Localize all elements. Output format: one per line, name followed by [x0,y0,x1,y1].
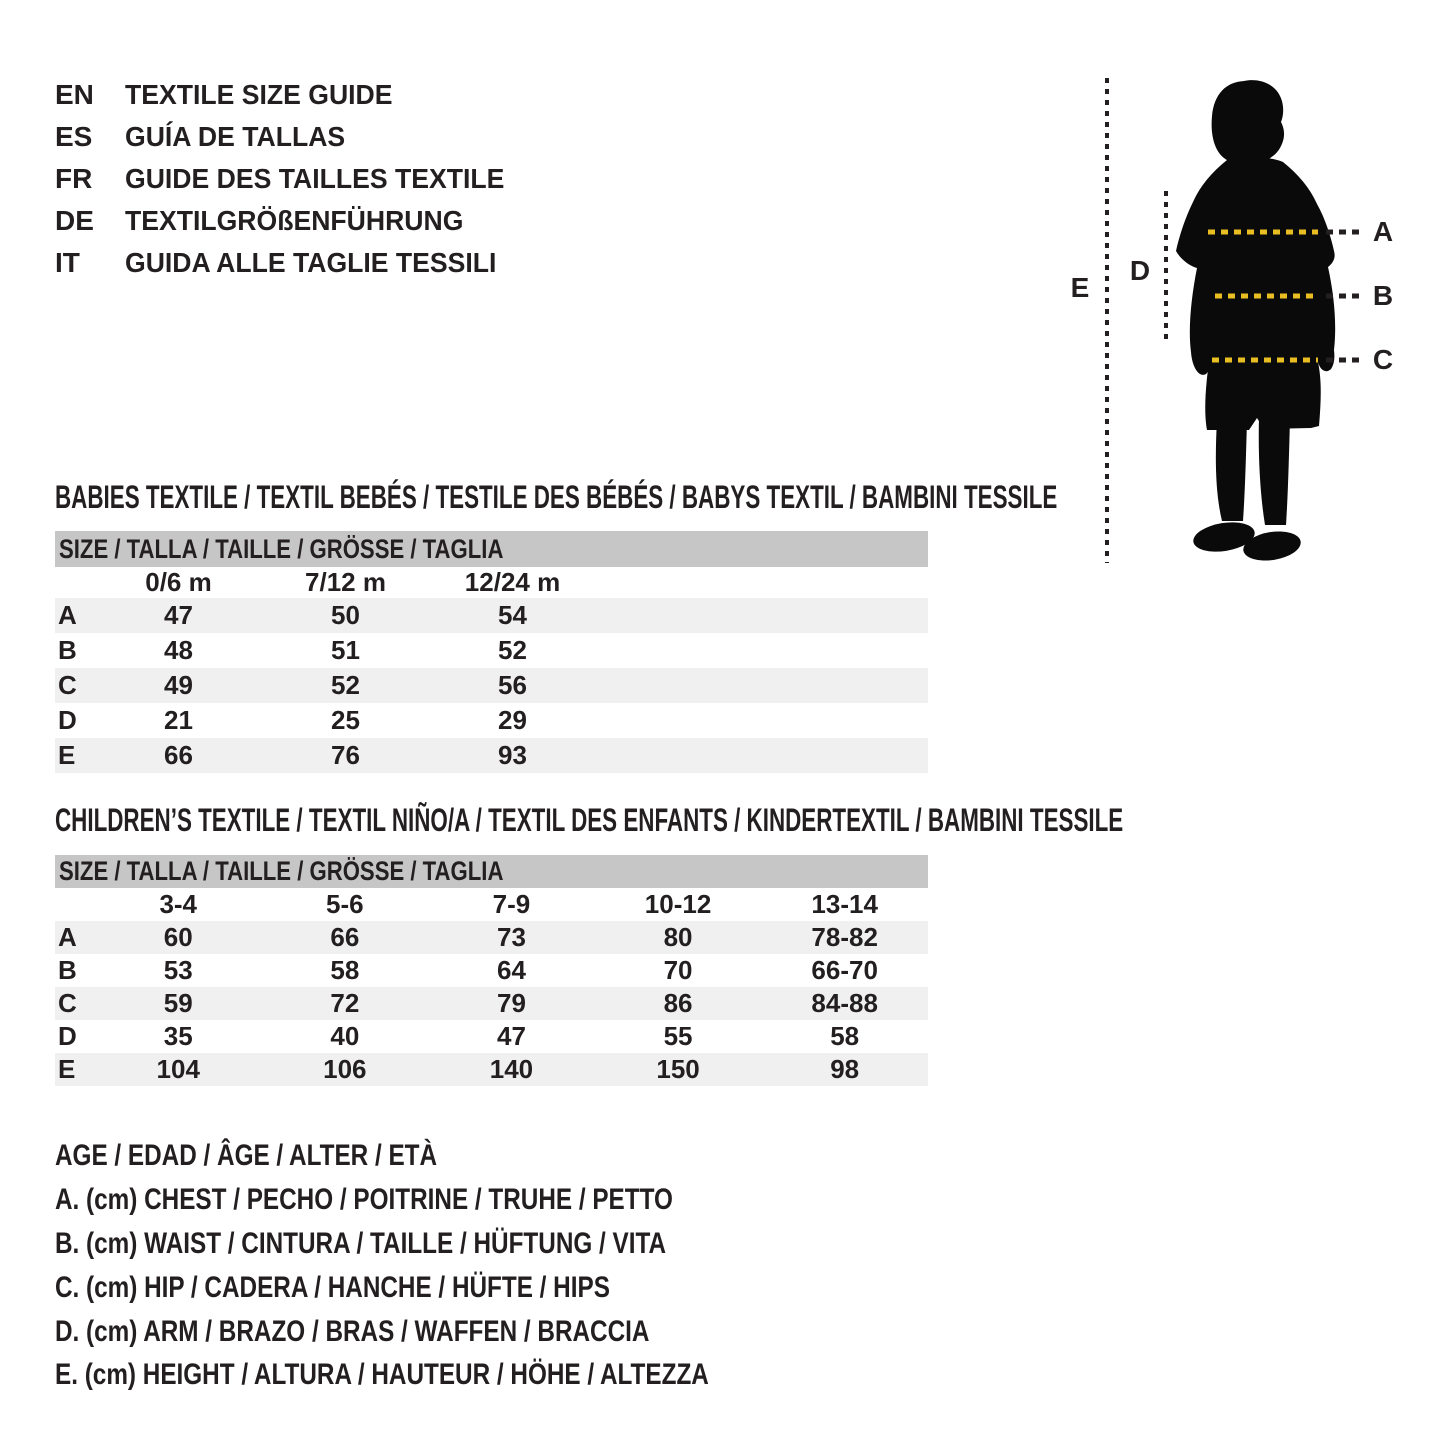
cell-A-0: 47 [164,600,193,630]
column-header-0: 3-4 [159,889,198,919]
legend-hip-text: C. (cm) HIP / CADERA / HANCHE / HÜFTE / HIPS [55,1271,610,1304]
column-header-4: 13-14 [811,889,878,919]
table-rows [55,921,928,1086]
cell-B-4: 66-70 [811,955,878,985]
column-header-1: 7/12 m [305,567,386,597]
table-row-B [55,954,928,987]
cell-C-0: 59 [163,988,193,1018]
cell-E-1: 76 [331,740,360,770]
cell-C-3: 86 [663,988,693,1018]
cell-C-0: 49 [164,670,193,700]
legend-height-text: E. (cm) HEIGHT / ALTURA / HAUTEUR / HÖHE / ALTEZZA [55,1358,709,1391]
cell-C-4: 84-88 [811,988,878,1018]
cell-D-1: 40 [330,1021,360,1051]
children-table-title [55,797,1445,843]
lang-code-es: ES [55,121,93,152]
row-label: E [58,740,76,770]
legend-item-hip [55,1266,740,1310]
lang-title-es [125,116,357,158]
legend-age-line [55,1134,527,1178]
column-header-0: 0/6 m [145,567,212,597]
babies-table-title [55,474,1445,520]
cell-D-0: 21 [164,705,193,735]
table-row-A [55,921,928,954]
cell-A-1: 66 [330,922,360,952]
lang-code-it: IT [55,247,80,278]
lang-title-en [125,74,407,116]
table-row-D [55,703,928,738]
lang-title-it-text: GUIDA ALLE TAGLIE TESSILI [125,247,497,278]
lang-title-it [125,242,516,284]
column-header-1: 5-6 [326,889,364,919]
row-label: C [58,670,77,700]
children-table-title-text: CHILDREN’S TEXTILE / TEXTIL NIÑO/A / TEXTIL DES ENFANTS / KINDERTEXTIL / BAMBINI TESSILE [55,802,1124,838]
table-row-C [55,668,928,703]
cell-B-1: 51 [331,635,360,665]
row-label: B [58,635,77,665]
lang-code-en: EN [55,79,94,110]
row-label: D [58,705,77,735]
size-table-babies [55,531,928,773]
column-header-row [55,888,928,921]
lang-title-de-text: TEXTILGRÖßENFÜHRUNG [125,205,464,236]
legend-item-height [55,1353,862,1397]
table-rows [55,598,928,773]
lang-code-fr: FR [55,163,93,194]
table-row-E [55,738,928,773]
cell-E-2: 140 [489,1054,534,1084]
lang-code-de: DE [55,205,94,236]
cell-C-1: 52 [331,670,360,700]
legend-waist-text: B. (cm) WAIST / CINTURA / TAILLE / HÜFTUNG / VITA [55,1227,667,1260]
cell-C-1: 72 [330,988,360,1018]
cell-D-3: 55 [663,1021,693,1051]
table-row-E [55,1053,928,1086]
cell-A-2: 54 [498,600,527,630]
cell-E-3: 150 [656,1054,700,1084]
column-header-2: 12/24 m [464,567,561,597]
cell-E-1: 106 [323,1054,367,1084]
marker-label-B: B [1372,280,1394,311]
table-row-B [55,633,928,668]
cell-B-0: 53 [163,955,193,985]
cell-E-4: 98 [830,1054,860,1084]
row-label: D [58,1021,77,1051]
lang-title-es-text: GUÍA DE TALLAS [125,121,346,152]
cell-E-2: 93 [498,740,527,770]
column-header-3: 10-12 [644,889,712,919]
cell-A-2: 73 [496,922,526,952]
marker-label-A: A [1372,216,1394,247]
column-header-2: 7-9 [492,889,531,919]
cell-A-1: 50 [331,600,360,630]
lang-title-de [125,200,481,242]
babies-table-title-text: BABIES TEXTILE / TEXTIL BEBÉS / TESTILE DES BÉBÉS / BABYS TEXTIL / BAMBINI TESSILE [55,479,1058,515]
lang-title-fr [125,158,524,200]
cell-B-2: 52 [498,635,527,665]
legend-item-arm [55,1310,789,1354]
row-label: C [58,988,77,1018]
row-label: E [58,1054,76,1084]
size-header-bar [55,531,928,567]
table-row-D [55,1020,928,1053]
size-header-text: SIZE / TALLA / TAILLE / GRÖSSE / TAGLIA [59,533,504,564]
cell-A-4: 78-82 [811,922,878,952]
cell-B-3: 70 [663,955,693,985]
cell-D-4: 58 [830,1021,860,1051]
table-row-C [55,987,928,1020]
cell-A-3: 80 [663,922,693,952]
cell-C-2: 56 [498,670,527,700]
row-label: A [58,600,77,630]
cell-D-2: 29 [498,705,527,735]
cell-E-0: 104 [156,1054,200,1084]
cell-B-1: 58 [330,955,360,985]
silhouette-head [1212,80,1284,164]
table-row-A [55,598,928,633]
size-table-children [55,855,928,1086]
cell-E-0: 66 [164,740,193,770]
legend-item-chest [55,1178,818,1222]
row-label: A [58,922,77,952]
cell-B-2: 64 [496,955,526,985]
legend-item-waist [55,1222,809,1266]
cell-D-0: 35 [163,1021,193,1051]
size-header-text: SIZE / TALLA / TAILLE / GRÖSSE / TAGLIA [59,856,504,886]
lang-title-en-text: TEXTILE SIZE GUIDE [125,79,393,110]
marker-label-C: C [1372,344,1394,375]
legend-chest-text: A. (cm) CHEST / PECHO / POITRINE / TRUHE / PETTO [55,1183,673,1216]
size-header-bar [55,855,928,888]
row-label: B [58,955,77,985]
cell-B-0: 48 [164,635,193,665]
lang-title-fr-text: GUIDE DES TAILLES TEXTILE [125,163,505,194]
cell-A-0: 60 [163,922,193,952]
cell-D-1: 25 [331,705,360,735]
cell-D-2: 47 [496,1021,526,1051]
marker-label-D: D [1129,255,1151,286]
legend-arm-text: D. (cm) ARM / BRAZO / BRAS / WAFFEN / BRACCIA [55,1315,650,1348]
column-header-row [55,567,928,598]
cell-C-2: 79 [496,988,526,1018]
legend-age-text: AGE / EDAD / ÂGE / ALTER / ETÀ [55,1139,438,1172]
marker-label-E: E [1070,272,1090,303]
